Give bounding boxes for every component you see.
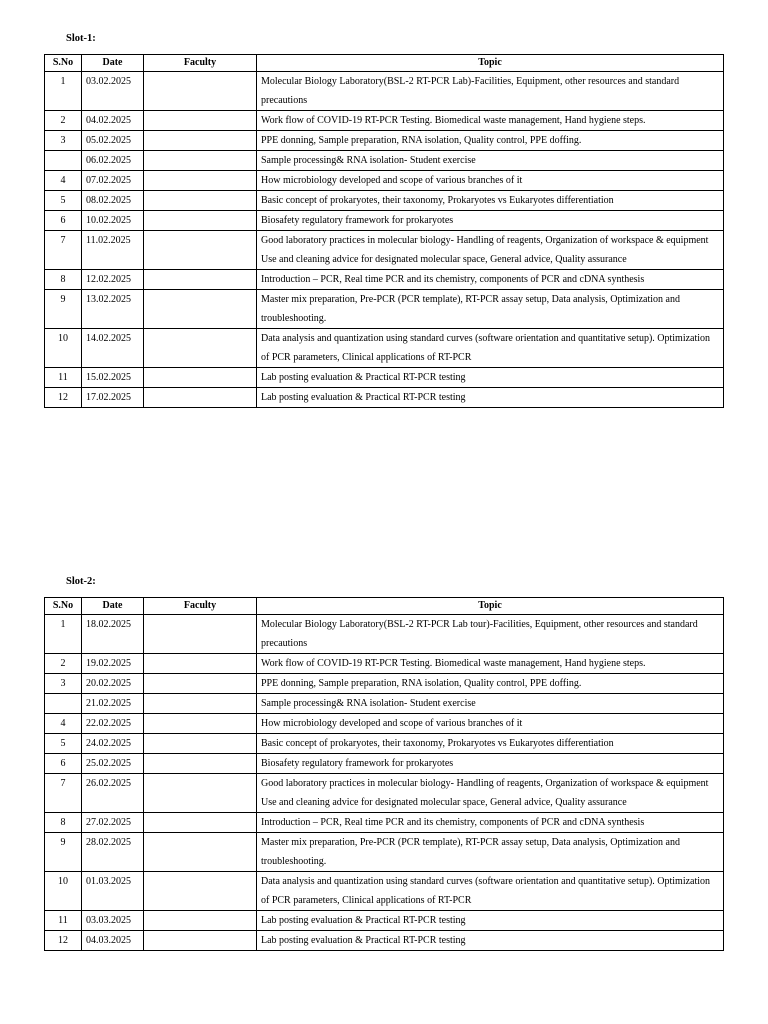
cell-topic: Master mix preparation, Pre-PCR (PCR template), RT-PCR assay setup, Data analysis, Optimization and troubleshooting.	[257, 290, 724, 329]
cell-sno: 8	[45, 813, 82, 833]
cell-topic: Molecular Biology Laboratory(BSL-2 RT-PCR Lab)-Facilities, Equipment, other resources and standard precautions	[257, 72, 724, 111]
cell-date: 07.02.2025	[82, 171, 144, 191]
cell-topic: Sample processing& RNA isolation- Student exercise	[257, 151, 724, 171]
cell-date: 22.02.2025	[82, 714, 144, 734]
cell-faculty	[144, 151, 257, 171]
cell-faculty	[144, 813, 257, 833]
cell-topic: Lab posting evaluation & Practical RT-PCR testing	[257, 368, 724, 388]
cell-date: 04.03.2025	[82, 931, 144, 951]
cell-date: 26.02.2025	[82, 774, 144, 813]
cell-sno: 4	[45, 171, 82, 191]
cell-topic: Data analysis and quantization using standard curves (software orientation and quantitative setup). Optimization of PCR parameters, Clinical applications of RT-PCR	[257, 872, 724, 911]
cell-sno: 10	[45, 329, 82, 368]
cell-topic: Good laboratory practices in molecular biology- Handling of reagents, Organization of workspace & equipment Use and cleaning advice for designated molecular space, General advice, Quality assurance	[257, 774, 724, 813]
cell-faculty	[144, 231, 257, 270]
table-header-row	[45, 598, 724, 615]
column-header-sno: S.No	[45, 598, 82, 615]
cell-faculty	[144, 714, 257, 734]
cell-topic: How microbiology developed and scope of various branches of it	[257, 171, 724, 191]
cell-date: 24.02.2025	[82, 734, 144, 754]
table-row	[45, 714, 724, 734]
table-row	[45, 813, 724, 833]
cell-faculty	[144, 368, 257, 388]
cell-topic: Basic concept of prokaryotes, their taxonomy, Prokaryotes vs Eukaryotes differentiation	[257, 191, 724, 211]
cell-date: 20.02.2025	[82, 674, 144, 694]
cell-date: 10.02.2025	[82, 211, 144, 231]
cell-faculty	[144, 654, 257, 674]
table-row	[45, 872, 724, 911]
cell-faculty	[144, 674, 257, 694]
cell-topic: PPE donning, Sample preparation, RNA isolation, Quality control, PPE doffing.	[257, 674, 724, 694]
cell-faculty	[144, 754, 257, 774]
cell-topic: Lab posting evaluation & Practical RT-PCR testing	[257, 931, 724, 951]
cell-sno	[45, 694, 82, 714]
cell-faculty	[144, 191, 257, 211]
table-row	[45, 191, 724, 211]
table-row	[45, 72, 724, 111]
cell-topic: Data analysis and quantization using standard curves (software orientation and quantitative setup). Optimization of PCR parameters, Clinical applications of RT-PCR	[257, 329, 724, 368]
cell-faculty	[144, 931, 257, 951]
cell-topic: Basic concept of prokaryotes, their taxonomy, Prokaryotes vs Eukaryotes differentiation	[257, 734, 724, 754]
table-row	[45, 774, 724, 813]
table-row	[45, 151, 724, 171]
cell-topic: How microbiology developed and scope of various branches of it	[257, 714, 724, 734]
cell-faculty	[144, 734, 257, 754]
table-row	[45, 931, 724, 951]
cell-date: 06.02.2025	[82, 151, 144, 171]
cell-faculty	[144, 694, 257, 714]
cell-sno: 5	[45, 734, 82, 754]
table-row	[45, 211, 724, 231]
cell-sno: 8	[45, 270, 82, 290]
cell-sno: 9	[45, 290, 82, 329]
cell-topic: PPE donning, Sample preparation, RNA isolation, Quality control, PPE doffing.	[257, 131, 724, 151]
cell-faculty	[144, 171, 257, 191]
cell-date: 28.02.2025	[82, 833, 144, 872]
cell-sno: 1	[45, 72, 82, 111]
cell-date: 19.02.2025	[82, 654, 144, 674]
column-header-date: Date	[82, 55, 144, 72]
cell-faculty	[144, 329, 257, 368]
cell-sno: 12	[45, 931, 82, 951]
cell-sno: 2	[45, 654, 82, 674]
table-row	[45, 694, 724, 714]
cell-faculty	[144, 615, 257, 654]
table-header-row	[45, 55, 724, 72]
cell-sno: 2	[45, 111, 82, 131]
table-row	[45, 654, 724, 674]
cell-topic: Biosafety regulatory framework for prokaryotes	[257, 211, 724, 231]
table-row	[45, 270, 724, 290]
table-row	[45, 833, 724, 872]
cell-faculty	[144, 833, 257, 872]
cell-sno: 11	[45, 911, 82, 931]
cell-date: 25.02.2025	[82, 754, 144, 774]
column-header-sno: S.No	[45, 55, 82, 72]
cell-date: 17.02.2025	[82, 388, 144, 408]
cell-sno: 5	[45, 191, 82, 211]
cell-sno: 10	[45, 872, 82, 911]
cell-date: 14.02.2025	[82, 329, 144, 368]
table-row	[45, 674, 724, 694]
cell-sno: 9	[45, 833, 82, 872]
table-row	[45, 734, 724, 754]
cell-faculty	[144, 111, 257, 131]
table-row	[45, 754, 724, 774]
table-row	[45, 171, 724, 191]
cell-faculty	[144, 388, 257, 408]
column-header-faculty: Faculty	[144, 598, 257, 615]
cell-faculty	[144, 131, 257, 151]
table-row	[45, 388, 724, 408]
cell-date: 12.02.2025	[82, 270, 144, 290]
cell-sno: 6	[45, 754, 82, 774]
table-row	[45, 368, 724, 388]
cell-topic: Work flow of COVID-19 RT-PCR Testing. Biomedical waste management, Hand hygiene steps.	[257, 654, 724, 674]
cell-topic: Lab posting evaluation & Practical RT-PCR testing	[257, 388, 724, 408]
cell-topic: Work flow of COVID-19 RT-PCR Testing. Biomedical waste management, Hand hygiene steps.	[257, 111, 724, 131]
cell-date: 03.02.2025	[82, 72, 144, 111]
cell-date: 08.02.2025	[82, 191, 144, 211]
table-row	[45, 329, 724, 368]
column-header-date: Date	[82, 598, 144, 615]
cell-topic: Introduction – PCR, Real time PCR and its chemistry, components of PCR and cDNA synthesis	[257, 270, 724, 290]
cell-date: 18.02.2025	[82, 615, 144, 654]
cell-faculty	[144, 911, 257, 931]
cell-date: 15.02.2025	[82, 368, 144, 388]
cell-sno: 1	[45, 615, 82, 654]
cell-faculty	[144, 211, 257, 231]
table-row	[45, 131, 724, 151]
cell-date: 05.02.2025	[82, 131, 144, 151]
slot-1-title: Slot-1:	[66, 33, 96, 44]
cell-topic: Molecular Biology Laboratory(BSL-2 RT-PCR Lab tour)-Facilities, Equipment, other resources and standard precautions	[257, 615, 724, 654]
cell-topic: Sample processing& RNA isolation- Student exercise	[257, 694, 724, 714]
cell-sno: 6	[45, 211, 82, 231]
cell-sno: 12	[45, 388, 82, 408]
slot-1-schedule-table	[44, 54, 724, 408]
cell-date: 11.02.2025	[82, 231, 144, 270]
cell-sno: 7	[45, 774, 82, 813]
cell-sno: 3	[45, 131, 82, 151]
cell-topic: Lab posting evaluation & Practical RT-PCR testing	[257, 911, 724, 931]
table-row	[45, 911, 724, 931]
slot-2-schedule-table	[44, 597, 724, 951]
cell-date: 27.02.2025	[82, 813, 144, 833]
table-row	[45, 615, 724, 654]
table-row	[45, 111, 724, 131]
cell-date: 13.02.2025	[82, 290, 144, 329]
cell-faculty	[144, 72, 257, 111]
cell-sno: 4	[45, 714, 82, 734]
table-row	[45, 290, 724, 329]
cell-topic: Biosafety regulatory framework for prokaryotes	[257, 754, 724, 774]
slot-2-title: Slot-2:	[66, 576, 96, 587]
column-header-topic: Topic	[257, 598, 724, 615]
table-row	[45, 231, 724, 270]
cell-faculty	[144, 290, 257, 329]
cell-date: 21.02.2025	[82, 694, 144, 714]
cell-topic: Introduction – PCR, Real time PCR and its chemistry, components of PCR and cDNA synthesis	[257, 813, 724, 833]
cell-sno: 7	[45, 231, 82, 270]
cell-sno: 11	[45, 368, 82, 388]
cell-sno: 3	[45, 674, 82, 694]
cell-topic: Master mix preparation, Pre-PCR (PCR template), RT-PCR assay setup, Data analysis, Optimization and troubleshooting.	[257, 833, 724, 872]
column-header-topic: Topic	[257, 55, 724, 72]
cell-faculty	[144, 774, 257, 813]
cell-date: 03.03.2025	[82, 911, 144, 931]
column-header-faculty: Faculty	[144, 55, 257, 72]
cell-topic: Good laboratory practices in molecular biology- Handling of reagents, Organization of workspace & equipment Use and cleaning advice for designated molecular space, General advice, Quality assurance	[257, 231, 724, 270]
cell-faculty	[144, 872, 257, 911]
cell-date: 04.02.2025	[82, 111, 144, 131]
cell-date: 01.03.2025	[82, 872, 144, 911]
cell-sno	[45, 151, 82, 171]
cell-faculty	[144, 270, 257, 290]
